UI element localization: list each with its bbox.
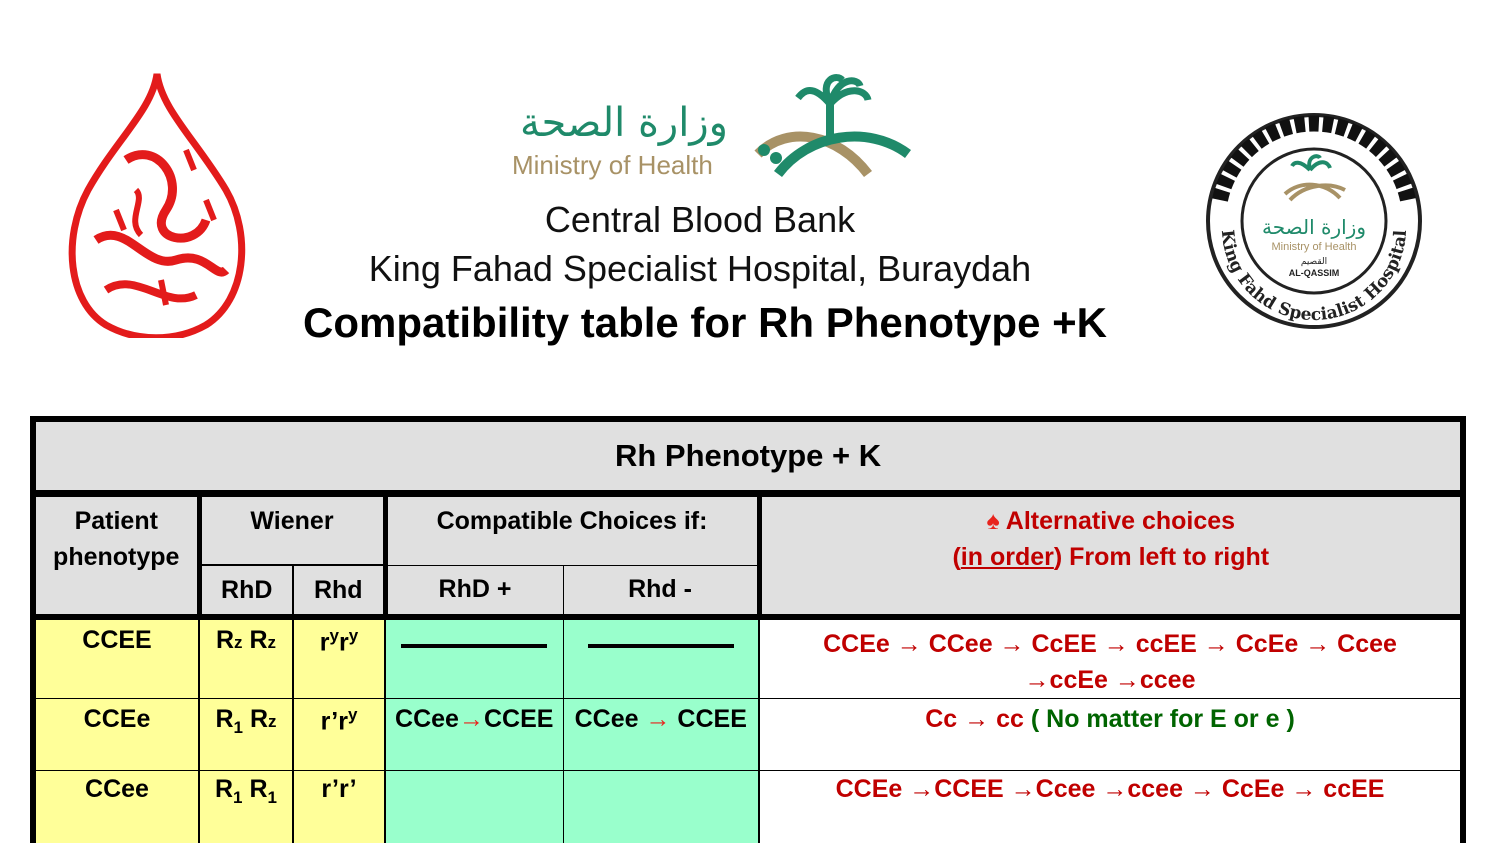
wiener-rhd-neg-cell: $r^yr^y$ (293, 617, 385, 699)
moh-arabic-text: وزارة الصحة (520, 100, 728, 146)
compatible-rhd-neg-cell (563, 617, 759, 699)
moh-english-text: Ministry of Health (512, 150, 713, 180)
seal-ring-text: King Fahd Specialist Hospital (1216, 228, 1412, 326)
wiener-rhd-neg-cell: $r’r^y$ (293, 699, 385, 771)
table-row (33, 617, 1463, 699)
page-title: Compatibility table for Rh Phenotype +K (303, 299, 1107, 346)
arrow-right-icon: → (645, 705, 671, 733)
alternatives-cell: CCEe → CCee → CcEE → ccEE → CcEe → Ccee →ccEe →ccee (759, 617, 1463, 699)
compatible-rhd-neg-cell: CCee → CCEE (563, 699, 759, 771)
col-rhd-pos-wiener: RhD (199, 565, 293, 617)
phenotype-cell: CCEe (33, 699, 199, 771)
phenotype-cell: CCEE (33, 617, 199, 699)
wiener-rhd-pos-cell: $R_1$ Rz (199, 699, 293, 771)
svg-text:وزارة الصحة: وزارة الصحة (1262, 215, 1366, 239)
col-compatible-rhd-pos: RhD + (385, 565, 563, 617)
none-dash (588, 644, 734, 648)
wiener-rhd-neg-cell: r’r’ (293, 771, 385, 843)
arrow-right-icon: → (458, 705, 484, 733)
table-row (33, 699, 1463, 771)
svg-text:القصيم: القصيم (1300, 257, 1328, 267)
wiener-rhd-pos-cell: $R_1$ $R_1$ (199, 771, 293, 843)
alternatives-cell: CCEe →CCEE →Ccee →ccee → CcEe → ccEE (759, 771, 1463, 843)
spade-icon: ♠ (986, 506, 1000, 535)
compatible-rhd-pos-cell (385, 617, 563, 699)
crossed-swords-icon (758, 137, 908, 174)
compatible-rhd-pos-cell (385, 771, 563, 843)
col-rhd-neg-wiener: Rhd (293, 565, 385, 617)
wiener-rhd-pos-cell: Rz Rz (199, 617, 293, 699)
svg-text:Ministry of Health: Ministry of Health (1271, 241, 1357, 253)
none-dash (401, 644, 547, 648)
table-caption: Rh Phenotype + K (33, 419, 1463, 493)
svg-text:AL-QASSIM: AL-QASSIM (1288, 268, 1340, 278)
hospital-seal-logo (1200, 110, 1428, 332)
ministry-of-health-logo (508, 74, 914, 184)
compatible-rhd-pos-cell: CCee→CCEE (385, 699, 563, 771)
palm-icon (798, 78, 868, 136)
col-compatible-rhd-neg: Rhd - (563, 565, 759, 617)
phenotype-cell: CCee (33, 771, 199, 843)
table-row (33, 771, 1463, 843)
col-wiener: Wiener (199, 493, 385, 565)
compatible-rhd-neg-cell (563, 771, 759, 843)
col-alternative-choices: ♠ Alternative choices (in order) From left to right (759, 493, 1463, 617)
compatibility-table (30, 416, 1460, 807)
alternatives-cell: Cc → cc ( No matter for E or e ) (759, 699, 1463, 771)
blood-bank-name: Central Blood Bank (544, 199, 856, 240)
hospital-name: King Fahad Specialist Hospital, Buraydah (368, 248, 1032, 289)
col-compatible-choices: Compatible Choices if: (385, 493, 759, 565)
col-patient-phenotype: Patient phenotype (33, 493, 199, 617)
